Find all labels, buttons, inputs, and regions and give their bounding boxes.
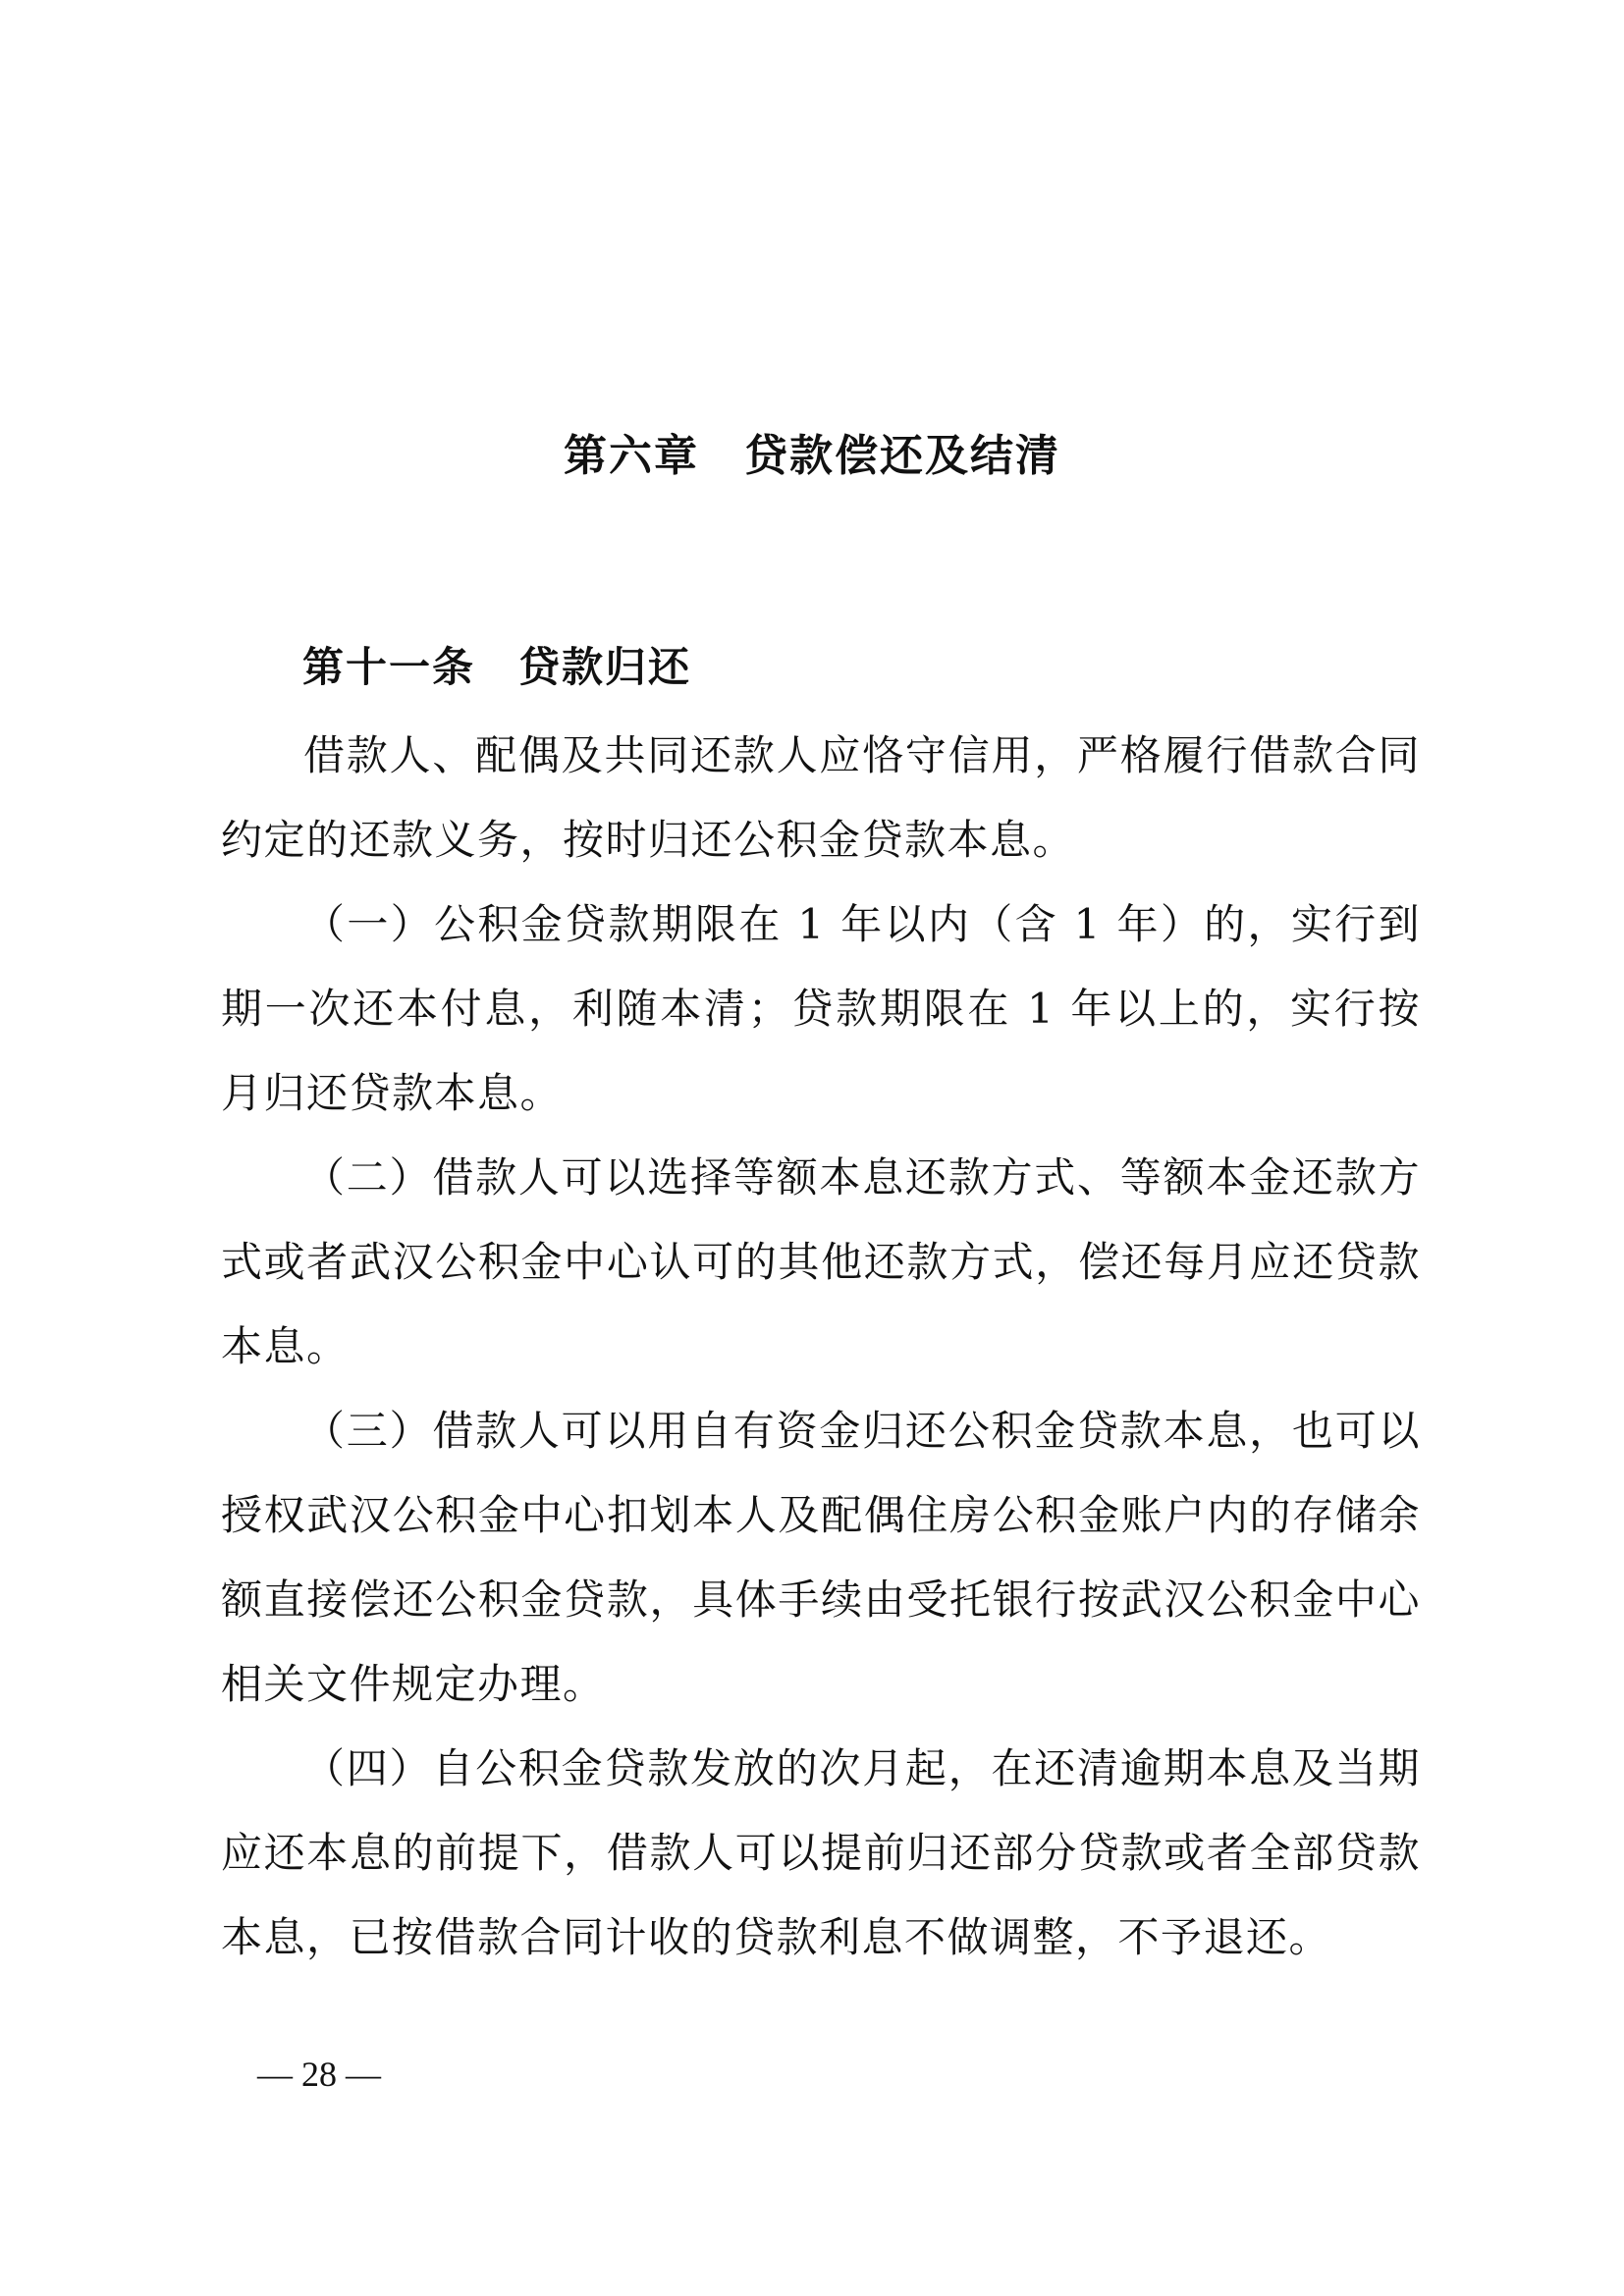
article-body — [221, 714, 1421, 1980]
paragraph-intro: 借款人、配偶及共同还款人应恪守信用，严格履行借款合同约定的还款义务，按时归还公积金贷款本息。 — [221, 731, 1421, 864]
paragraph-item-2: （二）借款人可以选择等额本息还款方式、等额本金还款方式或者武汉公积金中心认可的其他还款方式，偿还每月应还贷款本息。 — [221, 1153, 1421, 1370]
paragraph-item-3: （三）借款人可以用自有资金归还公积金贷款本息，也可以授权武汉公积金中心扣划本人及配偶住房公积金账户内的存储余额直接偿还公积金贷款，具体手续由受托银行按武汉公积金中心相关文件规定办理。 — [221, 1407, 1421, 1708]
article-title: 第十一条 贷款归还 — [302, 643, 692, 691]
chapter-title: 第六章 贷款偿还及结清 — [564, 431, 1060, 481]
paragraph-item-1: （一）公积金贷款期限在 1 年以内（含 1 年）的，实行到期一次还本付息，利随本清；贷款期限在 1 年以上的，实行按月归还贷款本息。 — [221, 900, 1421, 1117]
paragraph-item-4: （四）自公积金贷款发放的次月起，在还清逾期本息及当期应还本息的前提下，借款人可以提前归还部分贷款或者全部贷款本息，已按借款合同计收的贷款利息不做调整，不予退还。 — [221, 1744, 1421, 1961]
page-number: — 28 — — [257, 2055, 381, 2094]
